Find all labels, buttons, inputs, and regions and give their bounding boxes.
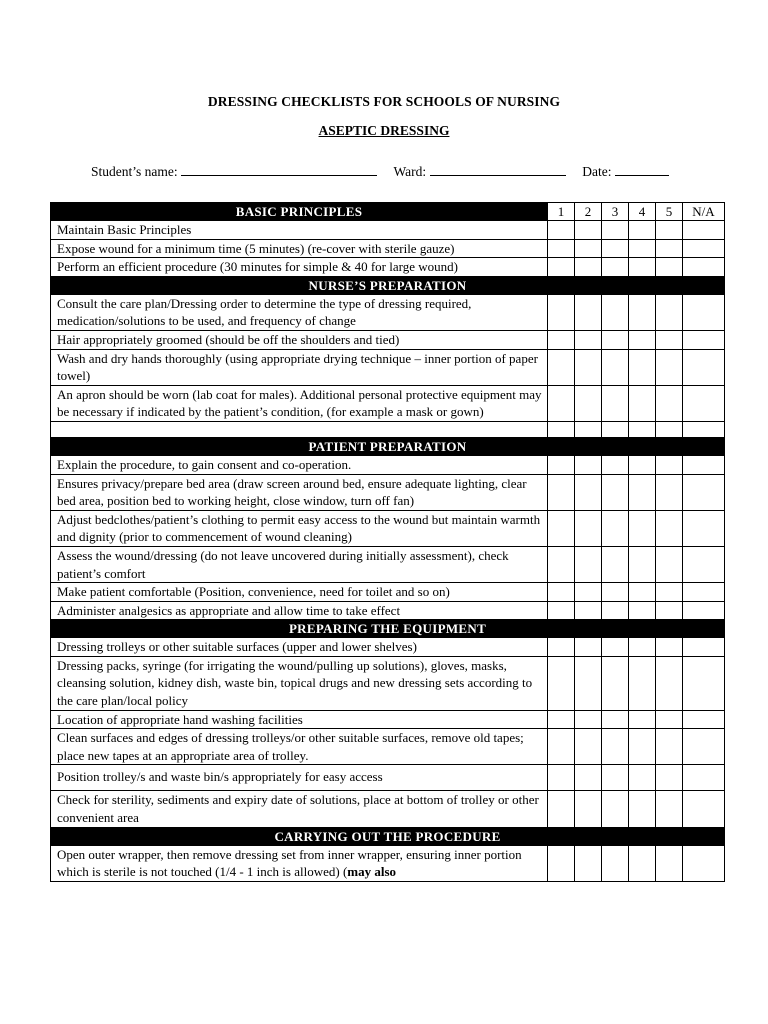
score-cell[interactable] <box>629 330 656 349</box>
checklist-item-text <box>51 221 548 240</box>
score-cell[interactable] <box>656 330 683 349</box>
checklist-row <box>51 349 725 385</box>
score-cell[interactable] <box>656 385 683 421</box>
score-cell[interactable] <box>575 385 602 421</box>
score-cell[interactable] <box>683 710 725 729</box>
score-cell[interactable] <box>656 474 683 510</box>
checklist-item-text <box>51 258 548 277</box>
checklist-item-label: Dressing packs, syringe (for irrigating the wound/pulling up solutions), gloves, masks, cleansing solution, kidney dish, waste bin, topical drugs and new dressing sets according to the care plan/local policy <box>57 657 533 709</box>
checklist-item-label: An apron should be worn (lab coat for males). Additional personal protective equipment may be necessary if indicated by the patient’s condition, (for example a mask or gown) <box>57 386 542 420</box>
score-column-header: 5 <box>656 203 683 221</box>
section-header-nurse <box>51 276 725 294</box>
score-cell[interactable] <box>575 729 602 765</box>
checklist-item-text <box>51 510 548 546</box>
score-cell[interactable] <box>602 474 629 510</box>
section-header-patient <box>51 437 725 455</box>
ward-field[interactable] <box>430 163 566 176</box>
checklist-row <box>51 845 725 881</box>
checklist-row <box>51 583 725 602</box>
checklist-row <box>51 710 725 729</box>
score-column-header: 4 <box>629 203 656 221</box>
checklist-item-text <box>51 729 548 765</box>
score-cell[interactable] <box>548 349 575 385</box>
checklist-row <box>51 729 725 765</box>
score-cell[interactable] <box>683 474 725 510</box>
score-cell[interactable] <box>683 510 725 546</box>
score-cell[interactable] <box>683 349 725 385</box>
score-cell[interactable] <box>602 546 629 582</box>
score-cell[interactable] <box>656 239 683 258</box>
checklist-row <box>51 330 725 349</box>
student-info-line <box>91 163 669 180</box>
checklist-item-text <box>51 474 548 510</box>
checklist-row <box>51 294 725 330</box>
checklist-item-text <box>51 765 548 791</box>
score-cell[interactable] <box>548 845 575 881</box>
checklist-item-label: Explain the procedure, to gain consent and co-operation. <box>57 456 352 472</box>
score-cell[interactable] <box>575 258 602 277</box>
score-cell[interactable] <box>656 294 683 330</box>
checklist-item-text <box>51 385 548 421</box>
score-cell[interactable] <box>548 455 575 474</box>
score-cell[interactable] <box>629 258 656 277</box>
section-title: NURSE’S PREPARATION <box>51 276 725 294</box>
checklist-item-label: Wash and dry hands thoroughly (using appropriate drying technique – inner portion of paper towel) <box>57 350 538 384</box>
checklist-item-label: Clean surfaces and edges of dressing trolleys/or other suitable surfaces, remove old tapes; place new tapes at an appropriate area of trolley. <box>57 730 524 763</box>
score-cell[interactable] <box>602 765 629 791</box>
score-cell[interactable] <box>548 583 575 602</box>
score-cell[interactable] <box>629 791 656 827</box>
checklist-item-text <box>51 791 548 827</box>
score-cell[interactable] <box>629 294 656 330</box>
score-cell[interactable] <box>656 510 683 546</box>
score-cell[interactable] <box>683 791 725 827</box>
checklist-item-text <box>51 455 548 474</box>
checklist-row <box>51 791 725 827</box>
checklist-row <box>51 765 725 791</box>
score-cell[interactable] <box>575 455 602 474</box>
checklist-row <box>51 656 725 710</box>
checklist-item-label: Ensures privacy/prepare bed area (draw screen around bed, ensure adequate lighting, clear bed area, position bed to working height, close window, turn off fan) <box>57 475 527 509</box>
checklist-row <box>51 239 725 258</box>
date-label: Date: <box>582 164 612 179</box>
score-cell[interactable] <box>629 239 656 258</box>
score-cell[interactable] <box>575 845 602 881</box>
section-title: PATIENT PREPARATION <box>51 437 725 455</box>
score-cell[interactable] <box>629 729 656 765</box>
score-cell[interactable] <box>548 474 575 510</box>
score-cell[interactable] <box>656 845 683 881</box>
score-cell[interactable] <box>575 221 602 240</box>
checklist-item-label: Open outer wrapper, then remove dressing set from inner wrapper, ensuring inner portion which is sterile is not touched (1/4 - 1 inch is allowed) ( <box>57 846 522 880</box>
score-cell[interactable] <box>629 583 656 602</box>
section-header-procedure <box>51 827 725 845</box>
checklist-item-text <box>51 330 548 349</box>
score-cell[interactable] <box>629 510 656 546</box>
score-cell[interactable] <box>683 221 725 240</box>
score-cell[interactable] <box>656 583 683 602</box>
checklist-row <box>51 455 725 474</box>
score-cell[interactable] <box>656 349 683 385</box>
checklist-table <box>50 202 725 882</box>
section-title: BASIC PRINCIPLES <box>51 203 548 221</box>
blank-cell <box>51 421 548 437</box>
score-cell[interactable] <box>656 710 683 729</box>
score-cell[interactable] <box>548 421 575 437</box>
score-cell[interactable] <box>602 258 629 277</box>
score-cell[interactable] <box>575 474 602 510</box>
score-cell[interactable] <box>548 510 575 546</box>
checklist-item-text <box>51 294 548 330</box>
checklist-item-text <box>51 710 548 729</box>
section-header-basic <box>51 203 725 221</box>
checklist-row <box>51 546 725 582</box>
score-cell[interactable] <box>656 421 683 437</box>
score-cell[interactable] <box>575 510 602 546</box>
score-cell[interactable] <box>575 294 602 330</box>
score-cell[interactable] <box>602 729 629 765</box>
score-cell[interactable] <box>602 710 629 729</box>
checklist-item-text <box>51 546 548 582</box>
score-cell[interactable] <box>548 330 575 349</box>
score-cell[interactable] <box>683 239 725 258</box>
checklist-item-label: Position trolley/s and waste bin/s appropriately for easy access <box>57 769 383 785</box>
score-cell[interactable] <box>629 546 656 582</box>
checklist-item-text <box>51 656 548 710</box>
document-title: DRESSING CHECKLISTS FOR SCHOOLS OF NURSING <box>207 94 561 109</box>
score-cell[interactable] <box>575 583 602 602</box>
score-cell[interactable] <box>575 239 602 258</box>
student-name-field[interactable] <box>181 163 377 176</box>
checklist-item-emphasis: may also <box>347 864 397 880</box>
score-cell[interactable] <box>629 710 656 729</box>
score-cell[interactable] <box>602 239 629 258</box>
score-cell[interactable] <box>548 385 575 421</box>
checklist-row <box>51 258 725 277</box>
score-cell[interactable] <box>683 656 725 710</box>
score-cell[interactable] <box>575 638 602 657</box>
score-cell[interactable] <box>629 765 656 791</box>
score-cell[interactable] <box>683 583 725 602</box>
score-cell[interactable] <box>602 349 629 385</box>
section-title: PREPARING THE EQUIPMENT <box>51 620 725 638</box>
score-cell[interactable] <box>548 765 575 791</box>
score-cell[interactable] <box>548 258 575 277</box>
checklist-row <box>51 510 725 546</box>
checklist-item-label: Perform an efficient procedure (30 minutes for simple & 40 for large wound) <box>57 259 458 275</box>
checklist-body <box>51 203 725 882</box>
score-cell[interactable] <box>548 546 575 582</box>
score-cell[interactable] <box>683 455 725 474</box>
score-cell[interactable] <box>629 385 656 421</box>
score-cell[interactable] <box>602 638 629 657</box>
score-cell[interactable] <box>683 546 725 582</box>
checklist-row <box>51 638 725 657</box>
score-cell[interactable] <box>575 765 602 791</box>
score-cell[interactable] <box>656 638 683 657</box>
score-cell[interactable] <box>683 385 725 421</box>
checklist-item-label: Adjust bedclothes/patient’s clothing to permit easy access to the wound but maintain warmth and dignity (prior to commencement of wound cleaning) <box>57 511 541 545</box>
score-cell[interactable] <box>548 710 575 729</box>
date-field[interactable] <box>615 163 669 176</box>
checklist-row <box>51 385 725 421</box>
score-cell[interactable] <box>575 349 602 385</box>
score-cell[interactable] <box>683 729 725 765</box>
score-cell[interactable] <box>602 221 629 240</box>
score-cell[interactable] <box>629 349 656 385</box>
checklist-item-label: Hair appropriately groomed (should be off the shoulders and tied) <box>57 331 400 347</box>
checklist-item-text <box>51 601 548 620</box>
blank-row <box>51 421 725 437</box>
score-column-header: 2 <box>575 203 602 221</box>
score-column-header: N/A <box>683 203 725 221</box>
score-cell[interactable] <box>548 239 575 258</box>
score-cell[interactable] <box>629 455 656 474</box>
score-cell[interactable] <box>656 221 683 240</box>
score-cell[interactable] <box>548 294 575 330</box>
score-cell[interactable] <box>656 601 683 620</box>
score-cell[interactable] <box>548 601 575 620</box>
score-cell[interactable] <box>548 729 575 765</box>
score-cell[interactable] <box>683 258 725 277</box>
score-cell[interactable] <box>602 583 629 602</box>
score-cell[interactable] <box>602 656 629 710</box>
score-cell[interactable] <box>629 421 656 437</box>
score-cell[interactable] <box>602 385 629 421</box>
score-column-header: 3 <box>602 203 629 221</box>
score-cell[interactable] <box>656 791 683 827</box>
checklist-item-label: Dressing trolleys or other suitable surfaces (upper and lower shelves) <box>57 639 417 655</box>
checklist-row <box>51 221 725 240</box>
checklist-item-label: Assess the wound/dressing (do not leave uncovered during initially assessment), check patient’s comfort <box>57 547 509 581</box>
section-title: CARRYING OUT THE PROCEDURE <box>51 827 725 845</box>
score-cell[interactable] <box>602 845 629 881</box>
score-cell[interactable] <box>575 601 602 620</box>
score-cell[interactable] <box>683 638 725 657</box>
score-cell[interactable] <box>602 791 629 827</box>
checklist-item-label: Check for sterility, sediments and expiry date of solutions, place at bottom of trolley or other convenient area <box>57 792 539 826</box>
checklist-item-text <box>51 583 548 602</box>
score-cell[interactable] <box>548 221 575 240</box>
score-cell[interactable] <box>629 221 656 240</box>
score-cell[interactable] <box>656 455 683 474</box>
score-cell[interactable] <box>656 258 683 277</box>
score-cell[interactable] <box>629 601 656 620</box>
score-cell[interactable] <box>683 421 725 437</box>
score-cell[interactable] <box>602 330 629 349</box>
section-header-equipment <box>51 620 725 638</box>
score-cell[interactable] <box>575 421 602 437</box>
score-cell[interactable] <box>656 729 683 765</box>
checklist-item-text <box>51 845 548 881</box>
checklist-item-text <box>51 349 548 385</box>
score-cell[interactable] <box>629 474 656 510</box>
checklist-row <box>51 474 725 510</box>
score-cell[interactable] <box>629 638 656 657</box>
checklist-item-label: Location of appropriate hand washing facilities <box>57 711 303 727</box>
score-cell[interactable] <box>683 330 725 349</box>
checklist-row <box>51 601 725 620</box>
score-cell[interactable] <box>629 656 656 710</box>
score-cell[interactable] <box>683 294 725 330</box>
student-name-label: Student’s name: <box>91 164 178 179</box>
checklist-item-label: Consult the care plan/Dressing order to determine the type of dressing required, medication/solutions to be used, and frequency of change <box>57 295 472 329</box>
score-cell[interactable] <box>575 791 602 827</box>
score-cell[interactable] <box>656 656 683 710</box>
score-cell[interactable] <box>575 546 602 582</box>
score-cell[interactable] <box>575 330 602 349</box>
score-cell[interactable] <box>683 601 725 620</box>
checklist-item-text <box>51 638 548 657</box>
score-cell[interactable] <box>602 294 629 330</box>
checklist-item-label: Maintain Basic Principles <box>57 222 192 237</box>
checklist-item-label: Administer analgesics as appropriate and allow time to take effect <box>57 602 401 618</box>
score-cell[interactable] <box>656 546 683 582</box>
score-cell[interactable] <box>548 656 575 710</box>
score-cell[interactable] <box>683 845 725 881</box>
score-cell[interactable] <box>602 421 629 437</box>
ward-label: Ward: <box>393 164 427 179</box>
checklist-item-label: Expose wound for a minimum time (5 minutes) (re-cover with sterile gauze) <box>57 240 455 256</box>
score-cell[interactable] <box>656 765 683 791</box>
score-cell[interactable] <box>602 510 629 546</box>
score-column-header: 1 <box>548 203 575 221</box>
score-cell[interactable] <box>548 791 575 827</box>
score-cell[interactable] <box>575 710 602 729</box>
score-cell[interactable] <box>602 601 629 620</box>
checklist-item-text <box>51 239 548 258</box>
score-cell[interactable] <box>683 765 725 791</box>
checklist-item-label: Make patient comfortable (Position, convenience, need for toilet and so on) <box>57 584 450 600</box>
score-cell[interactable] <box>602 455 629 474</box>
score-cell[interactable] <box>575 656 602 710</box>
score-cell[interactable] <box>629 845 656 881</box>
score-cell[interactable] <box>548 638 575 657</box>
document-subtitle: ASEPTIC DRESSING <box>318 123 450 138</box>
